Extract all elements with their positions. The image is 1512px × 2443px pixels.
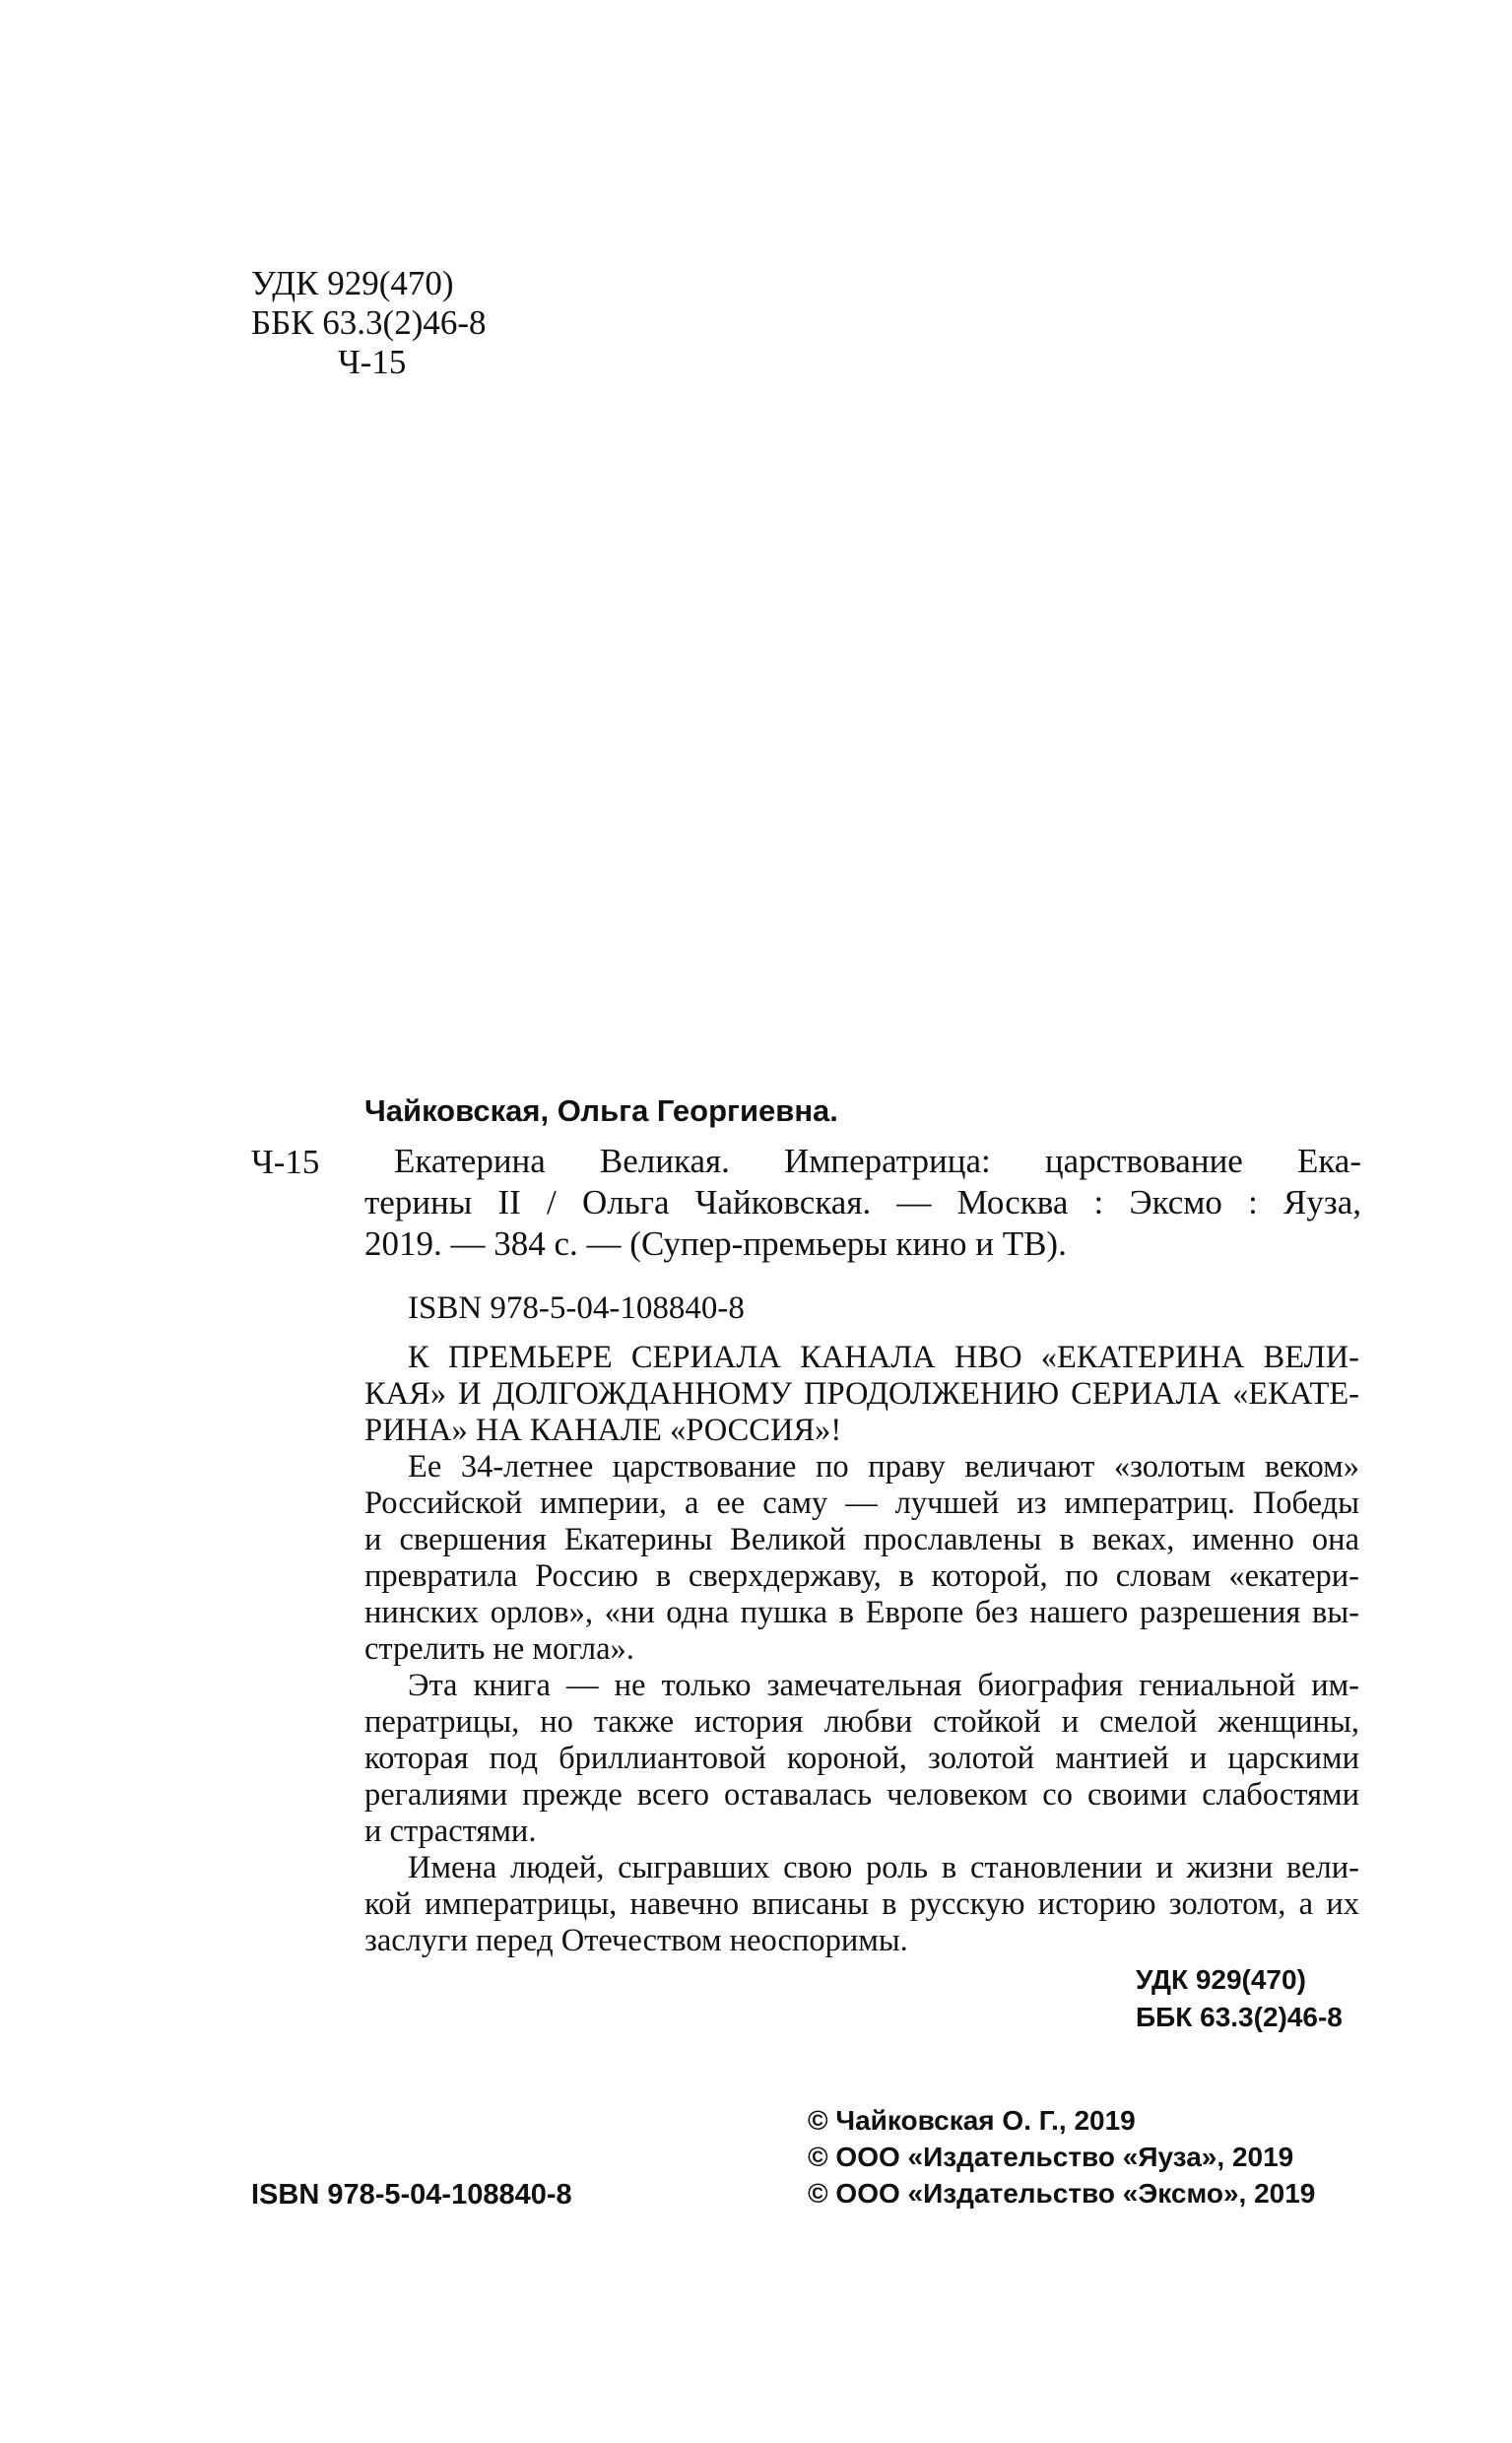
- top-bbk: ББК 63.3(2)46-8: [251, 303, 487, 342]
- paragraph-1: [364, 1449, 1359, 1668]
- copyright-list: [808, 2102, 1315, 2212]
- paragraph-2: [364, 1668, 1359, 1850]
- paragraph-line: нинских орлов», «ни одна пушка в Европе без нашего разрешения вы-: [364, 1595, 1359, 1630]
- annotation-head-line: РИНА» НА КАНАЛЕ «РОССИЯ»!: [364, 1413, 842, 1448]
- annotation-head: [364, 1340, 1359, 1449]
- author-heading: Чайковская, Ольга Георгиевна.: [364, 1093, 838, 1128]
- book-title-block: [364, 1141, 1361, 1265]
- annotation-head-line: КАЯ» И ДОЛГОЖДАННОМУ ПРОДОЛЖЕНИЮ СЕРИАЛА «ЕКАТЕ-: [364, 1376, 1359, 1412]
- paragraph-line: и страстями.: [364, 1814, 537, 1849]
- paragraph-line: которая под бриллиантовой короной, золотой мантией и царскими: [364, 1741, 1359, 1776]
- paragraph-line: стрелить не могла».: [364, 1631, 634, 1667]
- card-udk: УДК 929(470): [1136, 1964, 1306, 1995]
- title-line: 2019. — 384 с. — (Супер-премьеры кино и ТВ).: [364, 1224, 1067, 1263]
- top-author-sign: Ч-15: [338, 343, 407, 381]
- copyright-line: © Чайковская О. Г., 2019: [808, 2105, 1136, 2136]
- card-author-sign: Ч-15: [251, 1143, 320, 1181]
- paragraph-line: и свершения Екатерины Великой прославлены в веках, именно она: [364, 1522, 1359, 1557]
- paragraph-3: [364, 1850, 1359, 1959]
- annotation-head-line: К ПРЕМЬЕРЕ СЕРИАЛА КАНАЛА НВО «ЕКАТЕРИНА ВЕЛИ-: [408, 1340, 1359, 1375]
- paragraph-line: Российской империи, а ее саму — лучшей из императриц. Победы: [364, 1486, 1359, 1521]
- paragraph-line: ператрицы, но также история любви стойкой и смелой женщины,: [364, 1704, 1359, 1740]
- copyright-line: © ООО «Издательство «Эксмо», 2019: [808, 2178, 1316, 2209]
- paragraph-line: кой императрицы, навечно вписаны в русскую историю золотом, а их: [364, 1886, 1359, 1922]
- card-bbk: ББК 63.3(2)46-8: [1136, 2002, 1343, 2032]
- paragraph-line: регалиями прежде всего оставалась человеком со своими слабостями: [364, 1777, 1359, 1813]
- title-line: терины II / Ольга Чайковская. — Москва : Эксмо : Яуза,: [364, 1183, 1361, 1222]
- paragraph-line: превратила Россию в сверхдержаву, в которой, по словам «екатери-: [364, 1558, 1359, 1594]
- card-isbn: ISBN 978-5-04-108840-8: [408, 1290, 745, 1326]
- paragraph-line: Ее 34-летнее царствование по праву величают «золотым веком»: [408, 1449, 1359, 1485]
- paragraph-line: Эта книга — не только замечательная биография гениальной им-: [408, 1668, 1359, 1703]
- paragraph-line: заслуги перед Отечеством неоспоримы.: [364, 1923, 908, 1958]
- top-udk: УДК 929(470): [251, 264, 454, 302]
- copyright-line: © ООО «Издательство «Яуза», 2019: [808, 2142, 1294, 2172]
- paragraph-line: Имена людей, сыгравших свою роль в становлении и жизни вели-: [408, 1850, 1359, 1885]
- footer-isbn: ISBN 978-5-04-108840-8: [251, 2179, 572, 2211]
- title-line: Екатерина Великая. Императрица: царствование Ека-: [394, 1142, 1361, 1180]
